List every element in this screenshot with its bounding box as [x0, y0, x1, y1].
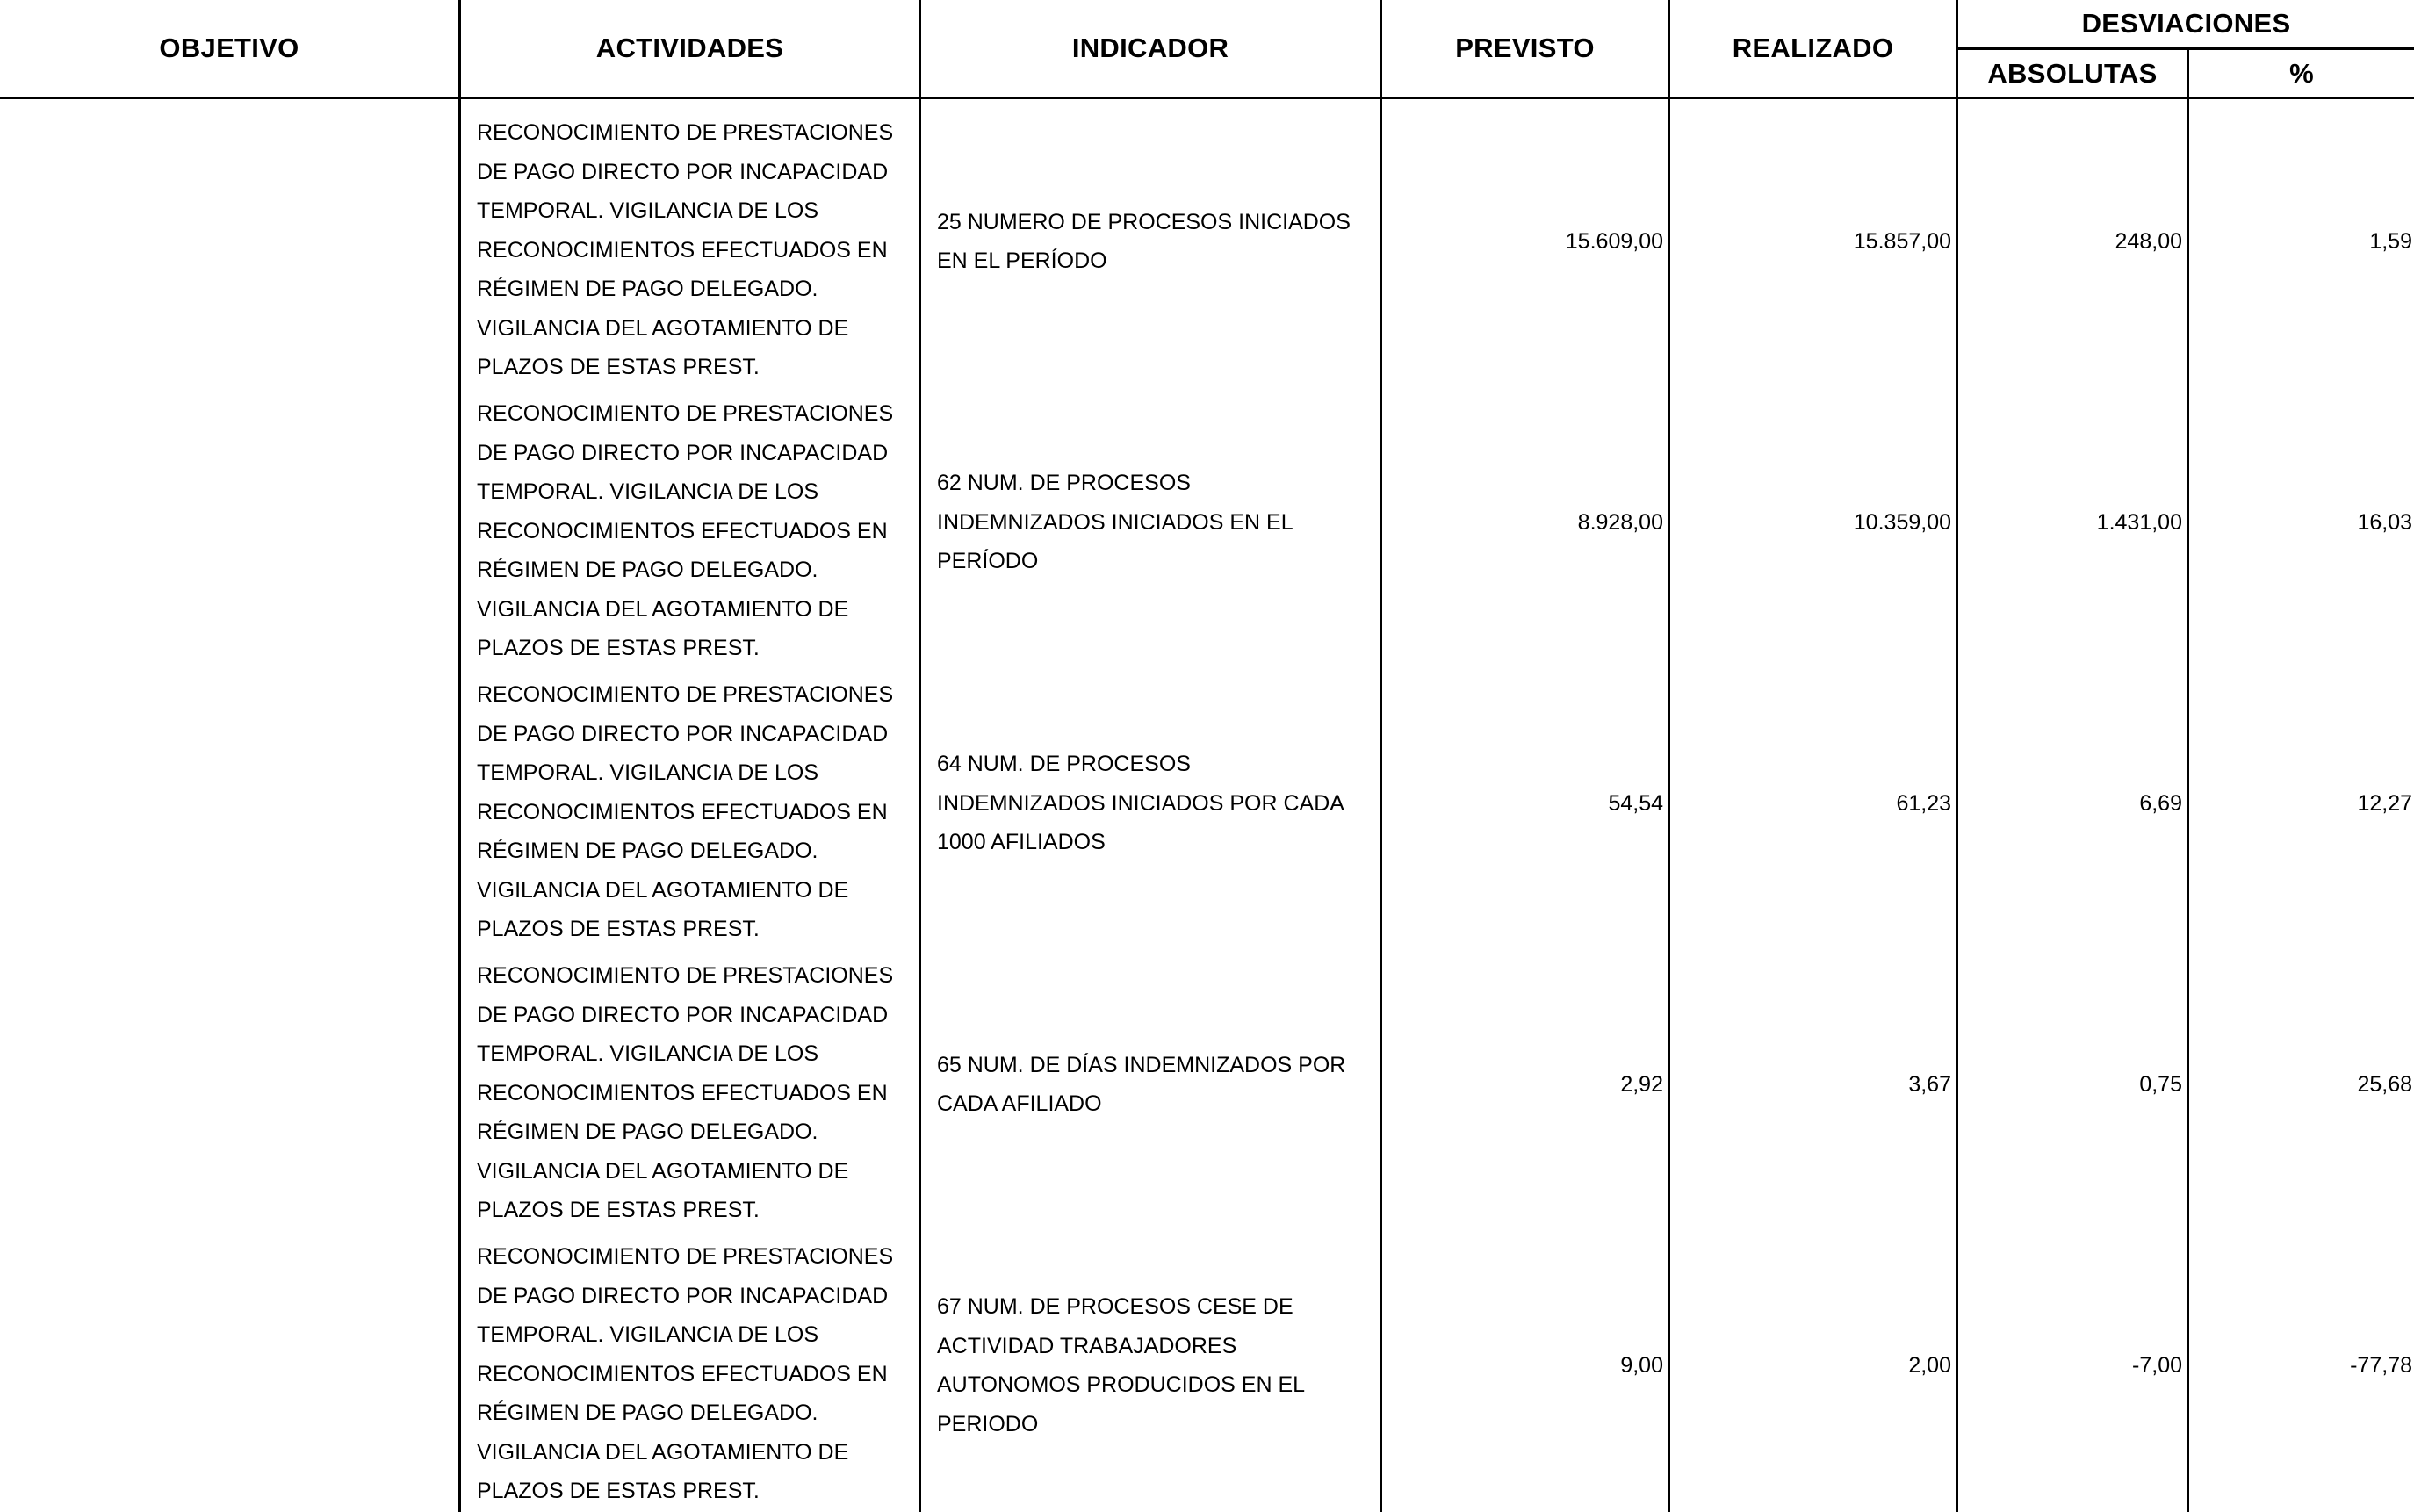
actividad-line: PLAZOS DE ESTAS PREST.	[477, 917, 760, 941]
actividad-line: TEMPORAL. VIGILANCIA DE LOS	[477, 1041, 819, 1066]
actividad-line: RECONOCIMIENTO DE PRESTACIONES	[477, 1244, 894, 1269]
actividad-cell	[477, 944, 916, 1225]
realizado-value: 61,23	[1896, 790, 1951, 816]
objetivo-cell	[0, 382, 457, 663]
realizado-value: 15.857,00	[1853, 228, 1951, 254]
realizado-value: 2,00	[1908, 1352, 1951, 1378]
table-row	[0, 944, 2414, 1225]
pct-value: -77,78	[2350, 1352, 2412, 1378]
objetivo-cell	[0, 944, 457, 1225]
actividad-line: VIGILANCIA DEL AGOTAMIENTO DE	[477, 877, 849, 903]
actividad-line: RÉGIMEN DE PAGO DELEGADO.	[477, 1120, 818, 1144]
actividad-line: VIGILANCIA DEL AGOTAMIENTO DE	[477, 1439, 849, 1465]
actividad-line: RECONOCIMIENTOS EFECTUADOS EN	[477, 799, 888, 824]
objetivo-cell	[0, 663, 457, 944]
header-bottom-rule	[0, 97, 2414, 99]
absolutas-value: -7,00	[2132, 1352, 2182, 1378]
indicador-text: 65 NUM. DE DÍAS INDEMNIZADOS POR CADA AFILIADO	[937, 1052, 1346, 1116]
actividad-line: RÉGIMEN DE PAGO DELEGADO.	[477, 558, 818, 582]
actividad-line: RECONOCIMIENTO DE PRESTACIONES	[477, 682, 894, 707]
header-pct: %	[2289, 57, 2314, 89]
actividad-line: TEMPORAL. VIGILANCIA DE LOS	[477, 760, 819, 785]
table-row	[0, 101, 2414, 382]
actividad-line: DE PAGO DIRECTO POR INCAPACIDAD	[477, 721, 889, 746]
actividad-cell	[477, 1225, 916, 1506]
previsto-value: 9,00	[1620, 1352, 1663, 1378]
previsto-value: 2,92	[1620, 1071, 1663, 1097]
realizado-value: 10.359,00	[1853, 509, 1951, 535]
actividad-line: VIGILANCIA DEL AGOTAMIENTO DE	[477, 1158, 849, 1184]
actividad-line: VIGILANCIA DEL AGOTAMIENTO DE	[477, 315, 849, 341]
header-realizado: REALIZADO	[1732, 32, 1894, 63]
previsto-value: 8.928,00	[1577, 509, 1663, 535]
actividad-line: RÉGIMEN DE PAGO DELEGADO.	[477, 1400, 818, 1425]
actividad-line: RECONOCIMIENTO DE PRESTACIONES	[477, 401, 894, 426]
actividad-line: RECONOCIMIENTOS EFECTUADOS EN	[477, 518, 888, 544]
actividad-line: TEMPORAL. VIGILANCIA DE LOS	[477, 479, 819, 504]
header-objetivo: OBJETIVO	[159, 32, 299, 63]
pct-value: 12,27	[2357, 790, 2412, 816]
actividad-line: PLAZOS DE ESTAS PREST.	[477, 1479, 760, 1503]
pct-value: 25,68	[2357, 1071, 2412, 1097]
actividad-line: DE PAGO DIRECTO POR INCAPACIDAD	[477, 1283, 889, 1308]
actividad-line: PLAZOS DE ESTAS PREST.	[477, 355, 760, 379]
header-previsto: PREVISTO	[1455, 32, 1595, 63]
previsto-value: 54,54	[1608, 790, 1663, 816]
absolutas-value: 6,69	[2139, 790, 2182, 816]
actividad-line: DE PAGO DIRECTO POR INCAPACIDAD	[477, 1002, 889, 1027]
indicador-text: 64 NUM. DE PROCESOS INDEMNIZADOS INICIADOS POR CADA 1000 AFILIADOS	[937, 752, 1344, 855]
indicador-cell	[937, 944, 1376, 1225]
actividad-line: PLAZOS DE ESTAS PREST.	[477, 1198, 760, 1222]
actividad-line: TEMPORAL. VIGILANCIA DE LOS	[477, 198, 819, 223]
objetivo-cell	[0, 101, 457, 382]
actividad-line: RÉGIMEN DE PAGO DELEGADO.	[477, 839, 818, 863]
indicador-cell	[937, 663, 1376, 944]
actividad-cell	[477, 382, 916, 663]
table-row	[0, 382, 2414, 663]
header-desviaciones: DESVIACIONES	[2081, 8, 2291, 39]
actividad-line: TEMPORAL. VIGILANCIA DE LOS	[477, 1322, 819, 1347]
table-row	[0, 663, 2414, 944]
header-indicador: INDICADOR	[1071, 32, 1229, 63]
indicador-text: 25 NUMERO DE PROCESOS INICIADOS EN EL PERÍODO	[937, 209, 1351, 273]
pct-value: 1,59	[2369, 228, 2412, 254]
pct-value: 16,03	[2357, 509, 2412, 535]
actividad-line: VIGILANCIA DEL AGOTAMIENTO DE	[477, 596, 849, 622]
actividad-line: RECONOCIMIENTO DE PRESTACIONES	[477, 120, 894, 145]
objetivo-cell	[0, 1225, 457, 1506]
indicador-text: 67 NUM. DE PROCESOS CESE DE ACTIVIDAD TRABAJADORES AUTONOMOS PRODUCIDOS EN EL PERIODO	[937, 1294, 1305, 1436]
header-actividades: ACTIVIDADES	[595, 32, 784, 63]
actividad-line: DE PAGO DIRECTO POR INCAPACIDAD	[477, 159, 889, 184]
indicador-cell	[937, 101, 1376, 382]
actividad-line: RECONOCIMIENTO DE PRESTACIONES	[477, 963, 894, 988]
header-absolutas: ABSOLUTAS	[1987, 57, 2158, 89]
table-row	[0, 1225, 2414, 1506]
actividad-cell	[477, 663, 916, 944]
indicador-cell	[937, 1225, 1376, 1506]
absolutas-value: 248,00	[2115, 228, 2182, 254]
absolutas-value: 1.431,00	[2096, 509, 2182, 535]
actividad-line: RECONOCIMIENTOS EFECTUADOS EN	[477, 237, 888, 263]
actividad-line: DE PAGO DIRECTO POR INCAPACIDAD	[477, 440, 889, 465]
actividad-line: RECONOCIMIENTOS EFECTUADOS EN	[477, 1080, 888, 1105]
indicador-text: 62 NUM. DE PROCESOS INDEMNIZADOS INICIADOS EN EL PERÍODO	[937, 471, 1293, 574]
actividad-line: RÉGIMEN DE PAGO DELEGADO.	[477, 277, 818, 301]
actividad-cell	[477, 101, 916, 382]
actividad-line: PLAZOS DE ESTAS PREST.	[477, 636, 760, 660]
indicador-cell	[937, 382, 1376, 663]
realizado-value: 3,67	[1908, 1071, 1951, 1097]
absolutas-value: 0,75	[2139, 1071, 2182, 1097]
actividad-line: RECONOCIMIENTOS EFECTUADOS EN	[477, 1361, 888, 1386]
previsto-value: 15.609,00	[1565, 228, 1663, 254]
